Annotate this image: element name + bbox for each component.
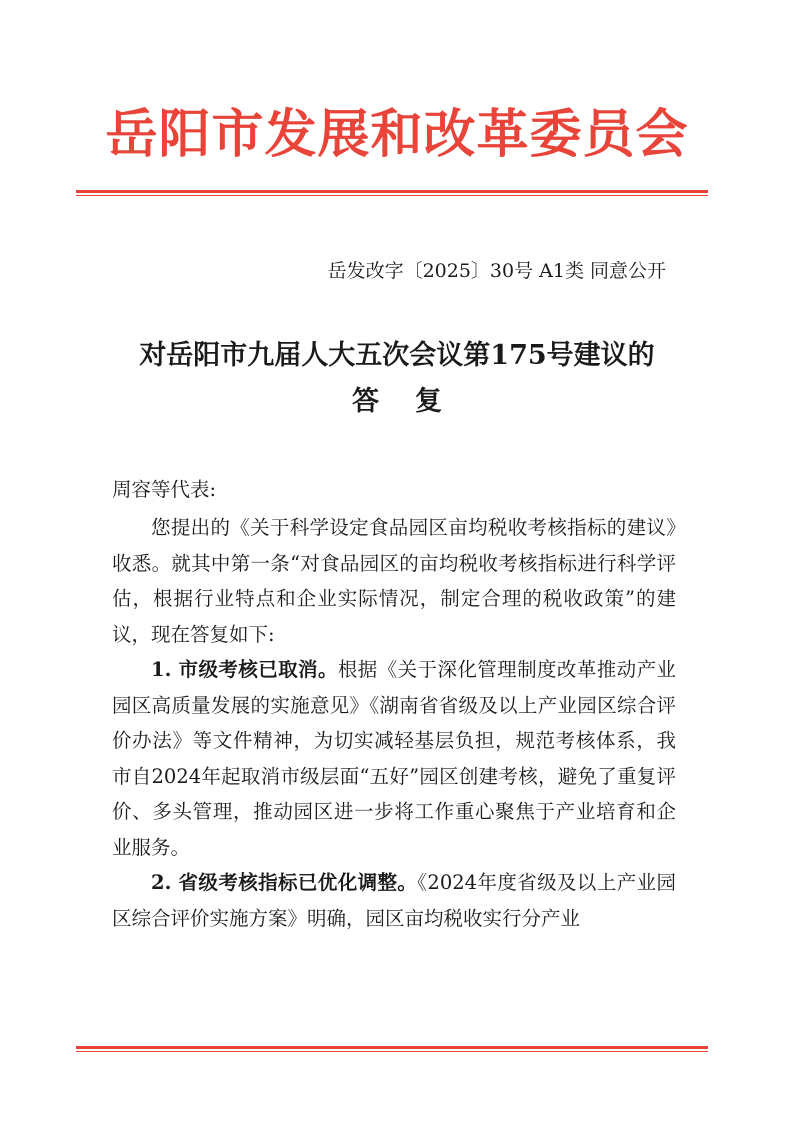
document-title-line1: 对岳阳市九届人大五次会议第175号建议的 <box>139 340 655 371</box>
paragraph-text: 《2024年度省级及以上产业园区综合评价实施方案》明确，园区亩均税收实行分产业 <box>112 871 676 930</box>
paragraph-text: 根据《关于深化管理制度改革推动产业园区高质量发展的实施意见》《湖南省省级及以上产业园区综合评价办法》等文件精神，为切实减轻基层负担，规范考核体系，我市自2024年起取消市级层面“五好”园区创建考核，避免了重复评价、多头管理，推动园区进一步将工作重心聚焦于产业培育和企业服务。 <box>112 658 676 859</box>
paragraph <box>112 652 676 865</box>
salutation: 周容等代表: <box>112 478 217 501</box>
document-number: 岳发改字〔2025〕30号 A1类 同意公开 <box>327 260 666 282</box>
masthead-rule <box>76 190 708 197</box>
paragraph-text: 您提出的《关于科学设定食品园区亩均税收考核指标的建议》收悉。就其中第一条“对食品园区的亩均税收考核指标进行科学评估，根据行业特点和企业实际情况，制定合理的税收政策”的建议，现在答复如下: <box>112 516 676 646</box>
paragraph-heading: 1. 市级考核已取消。 <box>151 658 338 681</box>
rule-thick-line <box>76 190 708 193</box>
document-title-line2: 答复 <box>352 386 478 417</box>
masthead-title: 岳阳市发展和改革委员会 <box>105 104 689 165</box>
paragraph-heading: 2. 省级考核指标已优化调整。 <box>151 871 418 894</box>
paragraph <box>112 865 676 936</box>
rule-thin-line <box>76 195 708 196</box>
rule-thick-line <box>76 1046 708 1049</box>
document-body <box>112 510 676 936</box>
rule-thin-line <box>76 1051 708 1052</box>
footer-rule <box>76 1046 708 1053</box>
paragraph <box>112 510 676 652</box>
